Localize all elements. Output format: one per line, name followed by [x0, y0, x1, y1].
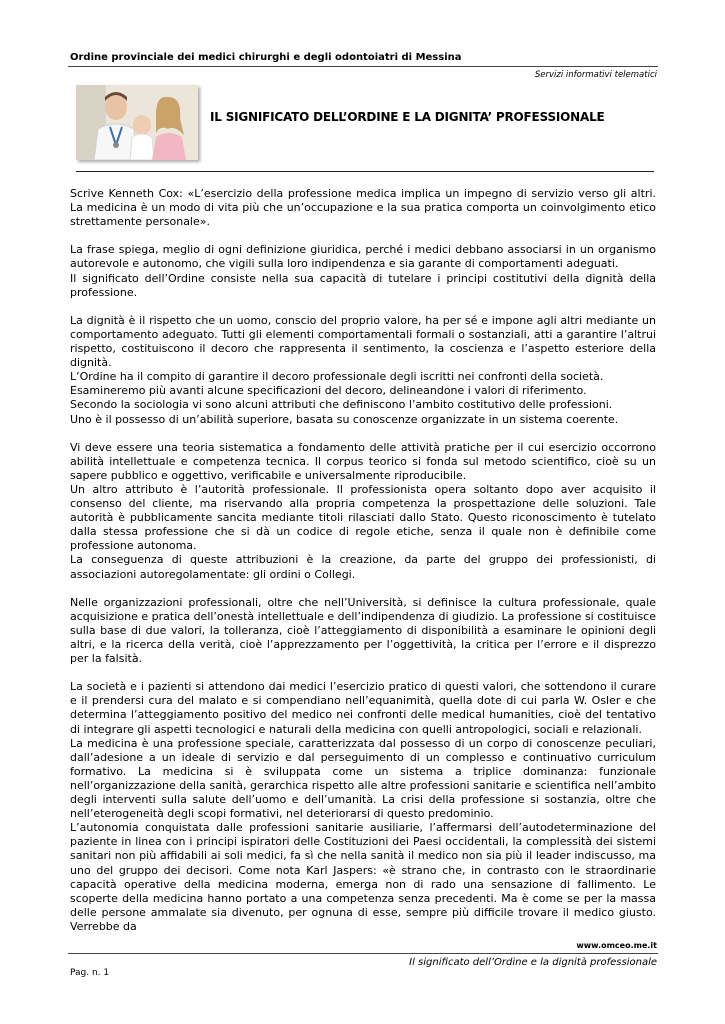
organization-header: Ordine provinciale dei medici chirurghi e degli odontoiatri di Messina — [70, 52, 462, 63]
article-body — [70, 187, 656, 948]
page-title: IL SIGNIFICATO DELL’ORDINE E LA DIGNITA’ PROFESSIONALE — [210, 110, 605, 124]
paragraph: Nelle organizzazioni professionali, oltre che nell’Università, si definisce la cultura professionale, quale acquisizione e pratica dell’onestà intellettuale e dell’indipendenza di giudizio. La professione si costituisce sulla base di due valori, la tolleranza, cioè l’atteggiamento di disponibilità a esaminare le opinioni degli altri, e la ricerca della verità, cioè l’apprezzamento per l’oggettività, la critica per l’errore e il disprezzo per la falsità. — [70, 595, 656, 666]
header-photo — [76, 85, 198, 160]
website-link[interactable]: www.omceo.me.it — [576, 941, 657, 950]
title-rule — [76, 171, 654, 172]
footer-rule — [68, 953, 658, 954]
paragraph: Scrive Kenneth Cox: «L’esercizio della professione medica implica un impegno di servizio verso gli altri. La medicina è un modo di vita più che un’occupazione e la sua pratica comporta un coinvolgimento etico strettamente personale». — [70, 187, 656, 229]
header-rule — [68, 66, 658, 67]
paragraph: La società e i pazienti si attendono dai medici l’esercizio pratico di questi valori, che sottendono il curare e il prendersi cura del malato e si compendiano nell’equanimità, quella dote di cui parla W. Osler e che determina l’atteggiamento positivo del medico nei confronti delle medical humanities, cioè del tentativo di integrare gli aspetti tecnologici e naturali della medicina con quelli antropologici, sociali e relazionali. La medicina è una professione speciale, caratterizzata dal possesso di un corpo di conoscenze peculiari, dall’adesione a un ideale di servizio e dal perseguimento di un complesso e continuativo curriculum formativo. La medicina si è sviluppata come un sistema a triplice dominanza: funzionale nell’organizzazione della sanità, gerarchica rispetto alle altre professioni sanitarie e scientifica nell’ambito degli interventi sulla salute dell’uomo e dell’umanità. La crisi della professione si sostanzia, oltre che nell’eterogeneità degli scopi formativi, nel deteriorarsi di questo predominio. L’autonomia conquistata dalle professioni sanitarie ausiliarie, l’affermarsi dell’autodeterminazione del paziente in linea con i principi ispiratori delle Costituzioni dei Paesi occidentali, la complessità dei sistemi sanitari non più affidabili ai soli medici, fa sì che nella sanità il medico non sia più il leader indiscusso, ma uno del gruppo dei decisori. Come nota Karl Jaspers: «è strano che, in contrasto con le straordinarie capacità operative della medicina moderna, emerga non di rado una sensazione di fallimento. Le scoperte della medicina hanno portato a una competenza senza precedenti. Ma è come se per la massa delle persone ammalate sia divenuto, per ognuna di esse, sempre più difficile trovare il medico giusto. Verrebbe da — [70, 680, 656, 933]
page-number: Pag. n. 1 — [70, 968, 110, 978]
paragraph: La frase spiega, meglio di ogni definizione giuridica, perché i medici debbano associarsi in un organismo autorevole e autonomo, che vigili sulla loro indipendenza e sia garante di comportamenti adeguati. Il significato dell’Ordine consiste nella sua capacità di tutelare i principi costitutivi della dignità della professione. — [70, 243, 656, 299]
paragraph: La dignità è il rispetto che un uomo, conscio del proprio valore, ha per sé e impone agli altri mediante un comportamento adeguato. Tutti gli elementi comportamentali formali o sostanziali, atti a garantire l’altrui rispetto, costituiscono il decoro che rappresenta il sentimento, la coscienza e l’aspetto esteriore della dignità. L’Ordine ha il compito di garantire il decoro professionale degli iscritti nei confronti della società. Esamineremo più avanti alcune specificazioni del decoro, delineandone i valori di riferimento. Secondo la sociologia vi sono alcuni attributi che definiscono l’ambito costitutivo delle professioni. Uno è il possesso di un’abilità superiore, basata su conoscenze organizzate in un sistema coerente. — [70, 313, 656, 426]
services-label: Servizi informativi telematici — [534, 70, 657, 80]
paragraph: Vi deve essere una teoria sistematica a fondamento delle attività pratiche per il cui esercizio occorrono abilità intellettuale e competenza tecnica. Il corpus teorico si fonda sul metodo scientifico, cioè su un sapere pubblico e oggettivo, verificabile e universalmente riproducibile. Un altro attributo è l’autorità professionale. Il professionista opera soltanto dopo aver acquisito il consenso del cliente, ma riservando alla propria competenza la prospettazione delle soluzioni. Tale autorità è pubblicamente sancita mediante titoli rilasciati dallo Stato. Questo riconoscimento è tutelato dalla stessa professione che si dà un codice di regole etiche, senza il quale non è definibile come professione autonoma. La conseguenza di queste attribuzioni è la creazione, da parte del gruppo dei professionisti, di associazioni autoregolamentate: gli ordini o Collegi. — [70, 440, 656, 581]
footer-doc-title: Il significato dell’Ordine e la dignità professionale — [409, 957, 657, 968]
